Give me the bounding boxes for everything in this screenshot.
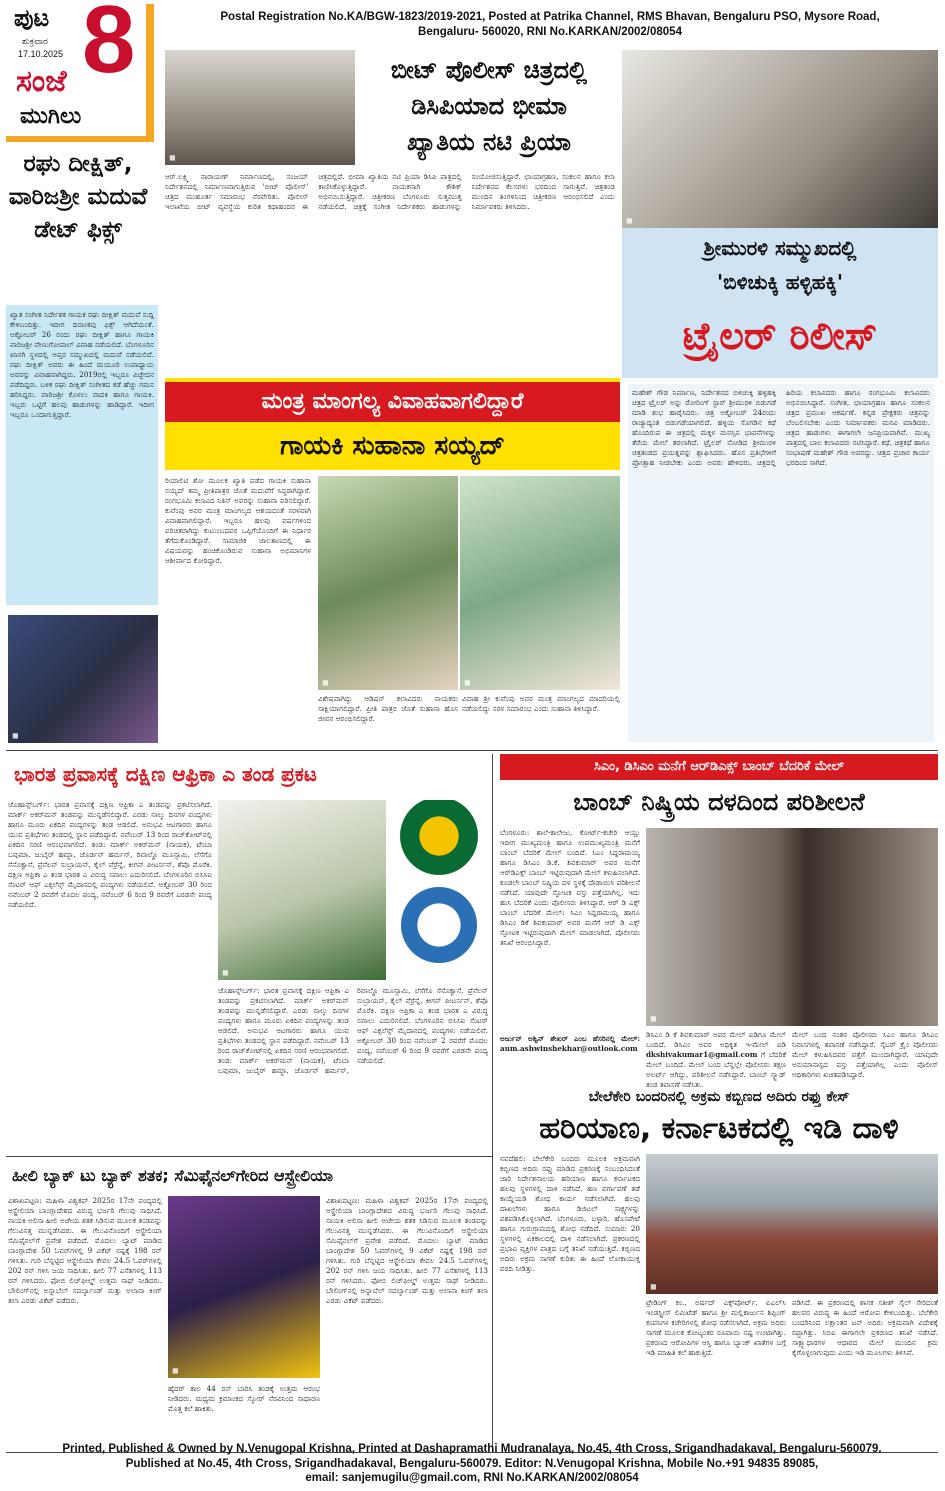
trailer-group-photo xyxy=(622,50,938,228)
issue-date: 17.10.2025 xyxy=(18,49,64,59)
healy-divider xyxy=(6,1156,492,1157)
iron-ore-port-photo xyxy=(646,1154,938,1294)
bomb-email-label: ಅರ್ಜುನ್ ಅಶ್ವಿನ್ ಶೇಖರ್ ಎಂಬ ಹೆಸರಿನಲ್ಲಿ ಮೇಲ್: xyxy=(500,1034,640,1043)
raghu-body: ಖ್ಯಾತ ಸಂಗೀತ ನಿರ್ದೇಶಕ ಗಾಯಕ ರಘು ದೀಕ್ಷಿತ್ ಮದುವೆ ಸುದ್ದಿ ಕೇಳಿಬಂದಿತ್ತು. ಇದೀಗ ದಿನಾಂಕವು ಫಿಕ್ಸ್ ಆಗಿದೆಯಂತೆ. ಅಕ್ಟೋಬರ್ 26 ರಂದು ರಘು ದೀಕ್ಷಿತ್ ಹಾಗೂ ಗಾಯಕಿ ವಾರಿಜಶ್ರೀ ವೇಣುಗೋಪಾಲ್ ವಿವಾಹ ನಡೆಯಲಿದೆ. ಬೆಂಗಳೂರಿನ ಖಾಸಗಿ ಸ್ಥಳದಲ್ಲಿ ಆಪ್ತರ ಸಮ್ಮುಖದಲ್ಲಿ ಮದುವೆ ನಡೆಯಲಿದೆ. ರಘು ದೀಕ್ಷಿತ್ ಅವರು ಈ ಹಿಂದೆ ಮಯೂರಿ ಉಪಾಧ್ಯಾಯ ಅವರನ್ನು ವಿವಾಹವಾಗಿದ್ದರು. 2019ರಲ್ಲಿ ಇಬ್ಬರೂ ವಿಚ್ಛೇದನ ಪಡೆದಿದ್ದರು. ಬಳಿಕ ರಘು ದೀಕ್ಷಿತ್ ಸಂಗೀತದ ಕಡೆ ಹೆಚ್ಚು ಗಮನ ಹರಿಸಿದ್ದರು. ವಾರಿಜಶ್ರೀ ಕೊಳಲು ವಾದಕಿ ಹಾಗೂ ಗಾಯಕಿ. ಇಬ್ಬರು ಒಟ್ಟಿಗೆ ಹಲವು ಹಾಡುಗಳನ್ನು ಹಾಡಿದ್ದಾರೆ. ಇದೀಗ ಇಬ್ಬರೂ ಒಂದಾಗುತ್ತಿದ್ದಾರೆ. xyxy=(10,310,154,419)
suhana-body: ರಿಯಾಲಿಟಿ ಶೋ ಮೂಲಕ ಖ್ಯಾತಿ ಪಡೆದ ಗಾಯಕಿ ಸುಹಾನಾ ಸಯ್ಯದ್ ತಮ್ಮ ಪ್ರೀತಿಪಾತ್ರರ ಜೊತೆ ಮದುವೆಗೆ ಸಿದ್ಧರಾಗಿದ್ದಾರೆ. ರಂಗಭೂಮಿ ಕಲಾವಿದ ನಿತಿನ್ ಅವರನ್ನು ಸುಹಾನಾ ವರಿಸಲಿದ್ದಾರೆ. ಕುವೆಂಪು ಅವರ ಮಂತ್ರ ಮಾಂಗಲ್ಯದ ಆಶಯದಂತೆ ಸರಳವಾಗಿ ವಿವಾಹವಾಗಲಿದ್ದಾರೆ. ಇಬ್ಬರೂ ಹಲವು ವರ್ಷಗಳಿಂದ ಪರಿಚಿತರಾಗಿದ್ದು ಕುಟುಂಬದವರ ಒಪ್ಪಿಗೆಯೊಂದಿಗೆ ಈ ನಿರ್ಧಾರ ತೆಗೆದುಕೊಂಡಿದ್ದಾರೆ. ಸಾಮಾಜಿಕ ಜಾಲತಾಣದಲ್ಲಿ ಈ ವಿಷಯವನ್ನು ಹಂಚಿಕೊಂಡಿರುವ ಸುಹಾನಾ ಅಭಿಮಾನಿಗಳ ಆಶೀರ್ವಾದ ಕೋರಿದ್ದಾರೆ. xyxy=(165,476,311,565)
bomb-body-right: ಮೇಲ್ ಬಂದ ನಂತರ ಪೊಲೀಸರು ಸಿಎಂ ಹಾಗೂ ಡಿಸಿಎಂ ನಿವಾಸಗಳಲ್ಲಿ ತಪಾಸಣೆ ನಡೆಸಿದ್ದಾರೆ. ಸೈಬರ್ ಕ್ರೈಂ ಪೊಲೀಸರು ಮೇಲ್ ಕಳುಹಿಸಿದವರ ಪತ್ತೆಗೆ ಮುಂದಾಗಿದ್ದಾರೆ. ಯಾವುದೇ ಅನುಮಾನಾಸ್ಪದ ವಸ್ತು ಪತ್ತೆಯಾಗಿಲ್ಲ ಎಂದು ಪೊಲೀಸ್ ಅಧಿಕಾರಿಗಳು ಖಚಿತಪಡಿಸಿದ್ದಾರೆ. xyxy=(792,1030,938,1079)
cricket-body-left: ಜೊಹಾನ್ಸ್‌ಬರ್ಗ್: ಭಾರತ ಪ್ರವಾಸಕ್ಕೆ ದಕ್ಷಿಣ ಆಫ್ರಿಕಾ ಎ ತಂಡವನ್ನು ಪ್ರಕಟಿಸಲಾಗಿದೆ. ಮಾರ್ಕ್ ಅಕರ್‌ಮನ್ ತಂಡವನ್ನು ಮುನ್ನಡೆಸಲಿದ್ದಾರೆ. ಎರಡು ನಾಲ್ಕು ದಿನಗಳ ಪಂದ್ಯಗಳು ಹಾಗೂ ಮೂರು ಏಕದಿನ ಪಂದ್ಯಗಳನ್ನು ತಂಡ ಆಡಲಿದೆ. ಅನುಭವಿ ಆಟಗಾರರು ಹಾಗೂ ಯುವ ಪ್ರತಿಭೆಗಳು ತಂಡದಲ್ಲಿ ಸ್ಥಾನ ಪಡೆದಿದ್ದಾರೆ. ನವೆಂಬರ್ 13 ರಿಂದ ರಾಜ್‌ಕೋಟ್‌ನಲ್ಲಿ ಏಕದಿನ ಸರಣಿ ಆರಂಭವಾಗಲಿದೆ. ತಂಡ: ಮಾರ್ಕ್ ಅಕರ್‌ಮನ್ (ನಾಯಕ), ಟೆಂಬಾ ಬವುಮಾ, ಜುಬೈರ್ ಹಮ್ಜಾ, ಜೊರ್ಡನ್ ಹರ್ಮನ್, ರಿವಾಲ್ಡೊ ಮೂನ್ಸಾಮಿ, ಲೆಸೆಗೊ ಸೆನೊಕ್ವಾನೆ, ಪ್ರೆನೆಲನ್ ಸುಬ್ರಾಯನ್, ಕೈಲ್ ವೆರ್ರೆನ್ನೆ, ಕೀಗನ್ ಪೀಟರ್ಸನ್, ಶೆಪೊ ಮೊರೆಕಿ. ದಕ್ಷಿಣ ಆಫ್ರಿಕಾ ಎ ತಂಡ ಭಾರತ ಎ ವಿರುದ್ಧ ಸವಾಲು ಎದುರಿಸಲಿದೆ. ಬೆಂಗಳೂರಿನ ಬಿಸಿಸಿಐ ಸೆಂಟರ್ ಆಫ್ ಎಕ್ಸಲೆನ್ಸ್ ಮೈದಾನದಲ್ಲಿ ಪಂದ್ಯಗಳು ನಡೆಯಲಿವೆ. ಅಕ್ಟೋಬರ್ 30 ರಿಂದ ನವೆಂಬರ್ 2 ರವರೆಗೆ ಮೊದಲ ಪಂದ್ಯ, ನವೆಂಬರ್ 6 ರಿಂದ 9 ರವರೆಗೆ ಎರಡನೇ ಪಂದ್ಯ ನಡೆಯಲಿದೆ. xyxy=(8,800,212,909)
suhana-caption-right: ವಿವಾಹ ಶ್ರೀ ಕುವೆಂಪು ಅವರ ಮಂತ್ರ ಮಾಂಗಲ್ಯದ ಮಾದರಿಯಲ್ಲಿ ನಡೆಯಲಿದ್ದು ಸರಳ ಸಮಾರಂಭ ಎಂದು ಸುಹಾನಾ ತಿಳಿಸಿದ್ದಾರೆ. xyxy=(462,694,620,713)
imprint-footer xyxy=(6,1442,938,1490)
bomb-dks-block xyxy=(646,1030,786,1089)
puta-label: ಪುಟ xyxy=(14,4,50,32)
raghu-headline: ರಘು ದೀಕ್ಷಿತ್, ವಾರಿಜಶ್ರೀ ಮದುವೆ ಡೇಟ್ ಫಿಕ್ಸ್ xyxy=(8,151,148,243)
beat-police-headline xyxy=(360,52,618,162)
cricket-headline: ಭಾರತ ಪ್ರವಾಸಕ್ಕೆ ದಕ್ಷಿಣ ಆಫ್ರಿಕಾ ಎ ತಂಡ ಪ್ರಕಟ xyxy=(14,762,317,786)
photo-icon: ◼ xyxy=(322,678,329,687)
beat-police-group-photo xyxy=(165,50,355,165)
trailer-body: ಮಹೇಶ್ ಗೌಡ ನಿರ್ಮಾಣ, ನಿರ್ದೇಶನದ ಬಿಳಿಚುಕ್ಕಿ ಹಳ್ಳಿಹಕ್ಕಿ ಚಿತ್ರದ ಟ್ರೈಲರ್ ಅನ್ನು ರೋರಿಂಗ್ ಸ್ಟಾರ್ ಶ್ರೀಮುರಳಿ ಬಿಡುಗಡೆ ಮಾಡಿ ಶುಭ ಹಾರೈಸಿದರು. ಚಿತ್ರ ಅಕ್ಟೋಬರ್ 24ರಂದು ರಾಜ್ಯಾದ್ಯಂತ ಬಿಡುಗಡೆಯಾಗಲಿದೆ. ಹಳ್ಳಿಯ ಸೊಗಡಿನ ಕಥೆ ಹೊಂದಿರುವ ಈ ಚಿತ್ರದಲ್ಲಿ ಮಕ್ಕಳ ಮನಸ್ಸಿನ ಭಾವನೆಗಳನ್ನು ತೆರೆಯ ಮೇಲೆ ತರಲಾಗಿದೆ. ಟ್ರೈಲರ್ ನೋಡಿದ ಶ್ರೀಮುರಳಿ ಚಿತ್ರತಂಡದ ಪ್ರಯತ್ನವನ್ನು ಶ್ಲಾಘಿಸಿದರು. ಹೊಸ ಪ್ರತಿಭೆಗಳಿಗೆ ಪ್ರೋತ್ಸಾಹ ನೀಡಬೇಕು ಎಂದು ಅವರು ಹೇಳಿದರು. ಚಿತ್ರದಲ್ಲಿ ಹಿರಿಯ ಕಲಾವಿದರು ಹಾಗೂ ರಂಗಭೂಮಿ ಕಲಾವಿದರು ಅಭಿನಯಿಸಿದ್ದಾರೆ. ಸಂಗೀತ, ಛಾಯಾಗ್ರಹಣ ಹಾಗೂ ಸಂಕಲನ ಚಿತ್ರದ ಪ್ರಮುಖ ಆಕರ್ಷಣೆ. ಕನ್ನಡ ಪ್ರೇಕ್ಷಕರು ಚಿತ್ರವನ್ನು ಬೆಂಬಲಿಸಬೇಕು ಎಂದು ನಿರ್ಮಾಪಕರು ಮನವಿ ಮಾಡಿದರು. ಚಿತ್ರದ ಹಾಡುಗಳು ಈಗಾಗಲೇ ಜನಪ್ರಿಯವಾಗಿವೆ. ಮುಖ್ಯ ಪಾತ್ರದಲ್ಲಿ ಬಾಲ ಕಲಾವಿದರು ನಟಿಸಿದ್ದಾರೆ. ಕಥೆ, ಚಿತ್ರಕಥೆ ಹಾಗೂ ಸಂಭಾಷಣೆ ಮಹೇಶ್ ಗೌಡ ಅವರದ್ದು. ಚಿತ್ರದ ಪ್ರಚಾರ ಕಾರ್ಯ ಭರದಿಂದ ಸಾಗಿದೆ. xyxy=(628,384,934,742)
trailer-subhead: ಶ್ರೀಮುರಳಿ ಸಮ್ಮುಖದಲ್ಲಿ xyxy=(703,236,857,260)
photo-icon: ◼ xyxy=(464,678,471,687)
page-number: 8 xyxy=(82,0,136,93)
suhana-headline-line-2: ಗಾಯಕಿ ಸುಹಾನಾ ಸಯ್ಯದ್ xyxy=(280,431,505,461)
mine-body-middle: ಟ್ರೇಡಿಂಗ್ ಕಂ., ಅರ್ಷದ್ ಎಕ್ಸ್‌ಪೋರ್ಟ್, ಐಎಲ್‌ಸಿ ಇಂಡಸ್ಟ್ರೀಸ್ ಲಿಮಿಟೆಡ್ ಹಾಗೂ ಶ್ರೀ ಮಲ್ಲಿಕಾರ್ಜುನ ಶಿಪ್ಪಿಂಗ್ ಕಂಪನಿಗಳ ಕಚೇರಿಗಳಲ್ಲಿ ಶೋಧ ನಡೆಸಲಾಗಿದೆ. ಅಕ್ರಮ ಅದಿರು ಸಾಗಣೆ ಮೂಲಕ ಕೋಟ್ಯಂತರ ರೂಪಾಯಿ ನಷ್ಟ ಉಂಟಾಗಿತ್ತು. ಪ್ರಕರಣದ ಆರೋಪಿಗಳ ಆಸ್ತಿ ಹಾಗೂ ಬ್ಯಾಂಕ್ ಖಾತೆಗಳ ಬಗ್ಗೆ ಇಡಿ ಮಾಹಿತಿ ಕಲೆ ಹಾಕುತ್ತಿದೆ. xyxy=(646,1298,786,1357)
suhana-headline-banner xyxy=(165,378,620,470)
photo-icon: ◼ xyxy=(650,1014,657,1023)
healy-caption: ಹೈದರ್ ಕಾಲ 44 ರನ್ ಬಾರಿಸಿ ತಂಡಕ್ಕೆ ಉತ್ತಮ ಆರಂಭ ನೀಡಿದರು. ಮಧ್ಯಮ ಕ್ರಮಾಂಕದ ಸ್ಕೋರ್ ನೆರವಿನಿಂದ ಸಾಧಾರಣ ಮೊತ್ತ ಕಲೆ ಹಾಕಿತು. xyxy=(168,1384,320,1413)
photo-icon: ◼ xyxy=(172,1366,179,1375)
bcci-emblem xyxy=(396,882,482,968)
raghu-photo xyxy=(8,615,158,743)
section-divider xyxy=(6,750,938,751)
beat-police-headline-line-2: ಡಿಸಿಪಿಯಾದ ಭೀಮಾ xyxy=(411,92,567,120)
healy-headline: ಹೀಲಿ ಬ್ಯಾಕ್ ಟು ಬ್ಯಾಕ್ ಶತಕ; ಸೆಮಿಫೈನಲ್‌ಗೇರಿದ ಆಸ್ಟ್ರೇಲಿಯಾ xyxy=(12,1166,333,1185)
bavuma-photo xyxy=(218,800,386,980)
bomb-kicker: ಸಿಎಂ, ಡಿಸಿಎಂ ಮನೆಗೆ ಆರ್‌ಡಿಎಕ್ಸ್ ಬಾಂಬ್ ಬೆದರಿಕೆ ಮೇಲ್ xyxy=(500,754,938,780)
healy-body-right: ವಿಶಾಖಪಟ್ಟಣ: ಮಹಿಳಾ ವಿಶ್ವಕಪ್ 2025ರ 17ನೇ ಪಂದ್ಯದಲ್ಲಿ ಆಸ್ಟ್ರೇಲಿಯಾ ಬಾಂಗ್ಲಾದೇಶದ ವಿರುದ್ಧ ಭರ್ಜರಿ ಗೆಲುವು ಸಾಧಿಸಿದೆ. ನಾಯಕಿ ಅಲಿಸಾ ಹೀಲಿ ಅಜೇಯ ಶತಕ ಸಿಡಿಸುವ ಮೂಲಕ ತಂಡವನ್ನು ಗೆಲುವಿನತ್ತ ಮುನ್ನಡೆಸಿದರು. ಈ ಗೆಲುವಿನೊಂದಿಗೆ ಆಸ್ಟ್ರೇಲಿಯಾ ಸೆಮಿಫೈನಲ್‌ಗೆ ಪ್ರವೇಶ ಪಡೆದಿದೆ. ಮೊದಲು ಬ್ಯಾಟ್ ಮಾಡಿದ ಬಾಂಗ್ಲಾದೇಶ 50 ಓವರ್‌ಗಳಲ್ಲಿ 9 ವಿಕೆಟ್ ನಷ್ಟಕ್ಕೆ 198 ರನ್ ಗಳಿಸಿತು. ಗುರಿ ಬೆನ್ನಟ್ಟಿದ ಆಸ್ಟ್ರೇಲಿಯಾ ಕೇವಲ 24.5 ಓವರ್‌ಗಳಲ್ಲಿ 202 ರನ್ ಗಳಿಸಿ ಜಯ ಸಾಧಿಸಿತು. ಹೀಲಿ 77 ಎಸೆತಗಳಲ್ಲಿ 113 ರನ್ ಗಳಿಸಿದರು. ಫೋಬಿ ಲಿಚ್‌ಫೀಲ್ಡ್ ಉತ್ತಮ ಸಾಥ್ ನೀಡಿದರು. ಬೌಲಿಂಗ್‌ನಲ್ಲಿ ಅನ್ನಾಬೆಲ್ ಸದರ್ಲ್ಯಾಂಡ್ ಮತ್ತು ಅಲಾನಾ ಕಿಂಗ್ ತಲಾ ಎರಡು ವಿಕೆಟ್ ಪಡೆದರು. xyxy=(326,1196,488,1305)
postal-registration xyxy=(165,10,935,44)
trailer-title: 'ಬಿಳಿಚುಕ್ಕಿ ಹಳ್ಳಿಹಕ್ಕಿ' xyxy=(717,270,843,294)
bomb-dks-email: dkshivakumar1@gmail.com xyxy=(646,1050,758,1059)
suhana-headline-line-1: ಮಂತ್ರ ಮಾಂಗಲ್ಯ ವಿವಾಹವಾಗಲಿದ್ದಾರೆ xyxy=(165,382,620,422)
photo-icon: ◼ xyxy=(650,1282,657,1291)
photo-icon: ◼ xyxy=(169,153,176,162)
suhana-portrait-photo xyxy=(460,476,620,690)
healy-photo xyxy=(168,1196,320,1378)
photo-icon: ◼ xyxy=(12,731,19,740)
mine-kicker: ಬೇಲೆಕೇರಿ ಬಂದರಿನಲ್ಲಿ ಅಕ್ರಮ ಕಬ್ಬಿಣದ ಅದಿರು ರಫ್ತು ಕೇಸ್ xyxy=(588,1089,850,1105)
trailer-banner: ಟ್ರೈಲರ್ ರಿಲೀಸ್ xyxy=(682,314,878,358)
sa-emblem xyxy=(392,800,486,880)
suhana-couple-photo xyxy=(318,476,458,690)
mine-headline: ಹರಿಯಾಣ, ಕರ್ನಾಟಕದಲ್ಲಿ ಇಡಿ ದಾಳಿ xyxy=(539,1111,899,1146)
bomb-dks-text-2: ಗೆ ಬೆದರಿಕೆ ಮೇಲ್ ಬಂದಿದೆ. ಮೇಲ್ ಬಂದ ಬೆನ್ನಲ್ಲೇ ಪೊಲೀಸರು ತಕ್ಷಣ ಅಲರ್ಟ್ ಆಗಿದ್ದು, ಪರಿಶೀಲನೆ ನಡೆಸಿದ್ದಾರೆ. ಬಾಂಬ್ ಸ್ಕ್ವಾಡ್ ತಂಡ ತಪಾಸಣೆ ನಡೆಸಿತು. xyxy=(646,1050,786,1089)
suhana-caption-left: ವಿಶೇಷವಾಗಿದ್ದು ಆಡಿಷನ್ ಕಲಾವಿದರು ನಾಯಕರು ಸಾಕ್ಷಿಯಾಗಲಿದ್ದಾರೆ. ಪ್ರೀತಿ ಪಾತ್ರರ ಜೊತೆ ಸುಹಾನಾ ಹೊಸ ಜೀವನ ಆರಂಭಿಸಲಿದ್ದಾರೆ. xyxy=(318,694,458,723)
lower-vertical-divider xyxy=(492,754,493,1448)
registration-line-2: Bengaluru- 560020, RNI No.KARKAN/2002/08054 xyxy=(418,26,682,38)
beat-police-headline-line-3: ಖ್ಯಾತಿಯ ನಟಿ ಪ್ರಿಯಾ xyxy=(406,128,572,156)
weekday: ಶುಕ್ರವಾರ xyxy=(22,37,48,47)
mine-body-right: ಪಡಿಸಿದೆ. ಈ ಪ್ರಕರಣದಲ್ಲಿ ಶಾಸಕ ಸತೀಶ್ ಸೈಲ್ ಸೇರಿದಂತೆ ಹಲವರ ವಿರುದ್ಧ ಈ ಹಿಂದೆ ಆರೋಪ ಕೇಳಿಬಂದಿತ್ತು. ಬೆಲೆಕೇರಿ ಬಂದರಿನಿಂದ ಲಕ್ಷಾಂತರ ಟನ್ ಅದಿರು ಅಕ್ರಮವಾಗಿ ವಿದೇಶಕ್ಕೆ ರಫ್ತಾಗಿತ್ತು. ಸಿಬಿಐ ಈಗಾಗಲೇ ಪ್ರಕರಣದ ತನಿಖೆ ನಡೆಸಿದೆ. ಸಾಕ್ಷ್ಯಾಧಾರಗಳ ಆಧಾರದ ಮೇಲೆ ಮುಂದಿನ ಕ್ರಮ ಕೈಗೊಳ್ಳಲಾಗುವುದು ಎಂದು ಇಡಿ ಮೂಲಗಳು ತಿಳಿಸಿವೆ. xyxy=(792,1298,938,1357)
paper-name-mugilu: ಮುಗಿಲು xyxy=(20,104,82,129)
cricket-body-right: ಜೊಹಾನ್ಸ್‌ಬರ್ಗ್: ಭಾರತ ಪ್ರವಾಸಕ್ಕೆ ದಕ್ಷಿಣ ಆಫ್ರಿಕಾ ಎ ತಂಡವನ್ನು ಪ್ರಕಟಿಸಲಾಗಿದೆ. ಮಾರ್ಕ್ ಅಕರ್‌ಮನ್ ತಂಡವನ್ನು ಮುನ್ನಡೆಸಲಿದ್ದಾರೆ. ಎರಡು ನಾಲ್ಕು ದಿನಗಳ ಪಂದ್ಯಗಳು ಹಾಗೂ ಮೂರು ಏಕದಿನ ಪಂದ್ಯಗಳನ್ನು ತಂಡ ಆಡಲಿದೆ. ಅನುಭವಿ ಆಟಗಾರರು ಹಾಗೂ ಯುವ ಪ್ರತಿಭೆಗಳು ತಂಡದಲ್ಲಿ ಸ್ಥಾನ ಪಡೆದಿದ್ದಾರೆ. ನವೆಂಬರ್ 13 ರಿಂದ ರಾಜ್‌ಕೋಟ್‌ನಲ್ಲಿ ಏಕದಿನ ಸರಣಿ ಆರಂಭವಾಗಲಿದೆ. ತಂಡ: ಮಾರ್ಕ್ ಅಕರ್‌ಮನ್ (ನಾಯಕ), ಟೆಂಬಾ ಬವುಮಾ, ಜುಬೈರ್ ಹಮ್ಜಾ, ಜೊರ್ಡನ್ ಹರ್ಮನ್, ರಿವಾಲ್ಡೊ ಮೂನ್ಸಾಮಿ, ಲೆಸೆಗೊ ಸೆನೊಕ್ವಾನೆ, ಪ್ರೆನೆಲನ್ ಸುಬ್ರಾಯನ್, ಕೈಲ್ ವೆರ್ರೆನ್ನೆ, ಕೀಗನ್ ಪೀಟರ್ಸನ್, ಶೆಪೊ ಮೊರೆಕಿ. ದಕ್ಷಿಣ ಆಫ್ರಿಕಾ ಎ ತಂಡ ಭಾರತ ಎ ವಿರುದ್ಧ ಸವಾಲು ಎದುರಿಸಲಿದೆ. ಬೆಂಗಳೂರಿನ ಬಿಸಿಸಿಐ ಸೆಂಟರ್ ಆಫ್ ಎಕ್ಸಲೆನ್ಸ್ ಮೈದಾನದಲ್ಲಿ ಪಂದ್ಯಗಳು ನಡೆಯಲಿವೆ. ಅಕ್ಟೋಬರ್ 30 ರಿಂದ ನವೆಂಬರ್ 2 ರವರೆಗೆ ಮೊದಲ ಪಂದ್ಯ, ನವೆಂಬರ್ 6 ರಿಂದ 9 ರವರೆಗೆ ಎರಡನೇ ಪಂದ್ಯ ನಡೆಯಲಿದೆ. xyxy=(218,986,488,1075)
beat-police-headline-line-1: ಬೀಟ್ ಪೊಲೀಸ್ ಚಿತ್ರದಲ್ಲಿ xyxy=(390,56,588,84)
bomb-headline: ಬಾಂಬ್ ನಿಷ್ಕ್ರಿಯ ದಳದಿಂದ ಪರಿಶೀಲನೆ xyxy=(573,788,865,816)
photo-icon: ◼ xyxy=(626,216,633,225)
registration-line-1: Postal Registration No.KA/BGW-1823/2019-2021, Posted at Patrika Channel, RMS Bhavan, Bengaluru PSO, Mysore Road, xyxy=(220,11,880,23)
bomb-dks-text: ಡಿಸಿಎಂ ಡಿ ಕೆ ಶಿವಕುಮಾರ್ ಅವರ ಮೇಲ್ ಐಡಿಗೂ ಮೇಲ್ ಬಂದಿದೆ. ಡಿಸಿಎಂ ಅವರ ಅಧಿಕೃತ ಇ-ಮೇಲ್ ಐಡಿ xyxy=(646,1030,786,1049)
trailer-title-box xyxy=(622,228,938,378)
paper-name-sanje: ಸಂಜೆ xyxy=(16,64,67,99)
cm-dcm-photo xyxy=(646,828,938,1026)
bomb-body: ಬೆಂಗಳೂರು: ಶಾಲೆ-ಕಾಲೇಜು, ಕೋರ್ಟ್-ಕಚೇರಿ ಆಯ್ತು ಇದೀಗ ಮುಖ್ಯಮಂತ್ರಿ ಹಾಗೂ ಉಪಮುಖ್ಯಮಂತ್ರಿ ಮನೆಗೆ ಬಾಂಬ್ ಬೆದರಿಕೆ ಮೇಲ್ ಬಂದಿದೆ. ಸಿಎಂ ಸಿದ್ದರಾಮಯ್ಯ ಹಾಗೂ ಡಿಸಿಎಂ ಡಿ.ಕೆ. ಶಿವಕುಮಾರ್ ಅವರ ಮನೆಗೆ ಆರ್‌ಡಿಎಕ್ಸ್ ಬಾಂಬ್ ಇಟ್ಟಿರುವುದಾಗಿ ಮೇಲ್ ಕಳುಹಿಸಲಾಗಿದೆ. ಕೂಡಲೇ ಬಾಂಬ್ ನಿಷ್ಕ್ರಿಯ ದಳ ಸ್ಥಳಕ್ಕೆ ದೌಡಾಯಿಸಿ ಪರಿಶೀಲನೆ ನಡೆಸಿದೆ. ಯಾವುದೇ ಸ್ಫೋಟಕ ವಸ್ತು ಪತ್ತೆಯಾಗಿಲ್ಲ. ಇದು ಹುಸಿ ಬೆದರಿಕೆ ಎಂದು ಪೊಲೀಸರು ತಿಳಿಸಿದ್ದಾರೆ. ಆರ್ ಡಿ ಎಕ್ಸ್ ಬಾಂಬ್ ಬೆದರಿಕೆ ಮೇಲ್: ಸಿಎಂ ಸಿದ್ದರಾಮಯ್ಯ ಹಾಗೂ ಡಿಸಿಎಂ ಡಿಕೆ ಶಿವಕುಮಾರ್ ಅವರ ಮನೆಗೆ ಆರ್ ಡಿ ಎಕ್ಸ್ ಸ್ಫೋಟಕ ಇಟ್ಟಿರುವುದಾಗಿ ಮೇಲ್ ಮಾಡಲಾಗಿದೆ. ಪೊಲೀಸರು ತನಿಖೆ ಆರಂಭಿಸಿದ್ದಾರೆ. xyxy=(500,828,640,947)
bomb-email-id: aum.ashwinshekhar@outlook.com xyxy=(500,1044,638,1053)
masthead-logo xyxy=(6,0,156,142)
masthead-bottom-bar xyxy=(6,136,154,142)
beat-police-body: ಆರ್.ಲಕ್ಷ್ಮಿ ನಾರಾಯಣ್ ನಿರ್ಮಾಣದಲ್ಲಿ, ಸಂಜಯ್ ನಿರ್ದೇಶನದಲ್ಲಿ ನಿರ್ಮಾಣವಾಗುತ್ತಿರುವ 'ಬೀಟ್ ಪೊಲೀಸ್' ಚಿತ್ರದ ಮುಹೂರ್ತ ಸಮಾರಂಭ ನೆರವೇರಿತು. ಪೊಲೀಸ್ ಇಲಾಖೆಯ ಬೀಟ್ ವ್ಯವಸ್ಥೆಯ ಕುರಿತ ಕಥಾಹಂದರ ಈ ಚಿತ್ರದಲ್ಲಿದೆ. ಭೀಮಾ ಖ್ಯಾತಿಯ ನಟಿ ಪ್ರಿಯಾ ಡಿಸಿಪಿ ಪಾತ್ರದಲ್ಲಿ ಕಾಣಿಸಿಕೊಳ್ಳುತ್ತಿದ್ದಾರೆ. ನಾಯಕನಾಗಿ ಕೌಶಿಕ್ ಅಭಿನಯಿಸುತ್ತಿದ್ದಾರೆ. ಚಿತ್ರೀಕರಣ ಬೆಂಗಳೂರು ಸುತ್ತಮುತ್ತ ನಡೆಯಲಿದೆ. ಚಿತ್ರಕ್ಕೆ ಸಂಗೀತ ನಿರ್ದೇಶಕರು ಹಾಡುಗಳನ್ನು ಸಂಯೋಜಿಸುತ್ತಿದ್ದಾರೆ. ಛಾಯಾಗ್ರಹಣ, ಸಂಕಲನ ಹಾಗೂ ಕಲಾ ನಿರ್ದೇಶನದ ಕೆಲಸಗಳು ಭರದಿಂದ ಸಾಗುತ್ತಿವೆ. ಚಿತ್ರತಂಡ ಮುಂದಿನ ತಿಂಗಳಿನಿಂದ ಚಿತ್ರೀಕರಣ ಆರಂಭಿಸಲಿದೆ ಎಂದು ನಿರ್ಮಾಪಕರು ತಿಳಿಸಿದರು. xyxy=(165,172,615,211)
footer-line-1: Printed, Published & Owned by N.Venugopal Krishna, Printed at Dashapramathi Mudranalaya, No.45, 4th Cross, Srigandhadakaval, Bengaluru-560079. xyxy=(62,1443,882,1455)
healy-body-left: ವಿಶಾಖಪಟ್ಟಣ: ಮಹಿಳಾ ವಿಶ್ವಕಪ್ 2025ರ 17ನೇ ಪಂದ್ಯದಲ್ಲಿ ಆಸ್ಟ್ರೇಲಿಯಾ ಬಾಂಗ್ಲಾದೇಶದ ವಿರುದ್ಧ ಭರ್ಜರಿ ಗೆಲುವು ಸಾಧಿಸಿದೆ. ನಾಯಕಿ ಅಲಿಸಾ ಹೀಲಿ ಅಜೇಯ ಶತಕ ಸಿಡಿಸುವ ಮೂಲಕ ತಂಡವನ್ನು ಗೆಲುವಿನತ್ತ ಮುನ್ನಡೆಸಿದರು. ಈ ಗೆಲುವಿನೊಂದಿಗೆ ಆಸ್ಟ್ರೇಲಿಯಾ ಸೆಮಿಫೈನಲ್‌ಗೆ ಪ್ರವೇಶ ಪಡೆದಿದೆ. ಮೊದಲು ಬ್ಯಾಟ್ ಮಾಡಿದ ಬಾಂಗ್ಲಾದೇಶ 50 ಓವರ್‌ಗಳಲ್ಲಿ 9 ವಿಕೆಟ್ ನಷ್ಟಕ್ಕೆ 198 ರನ್ ಗಳಿಸಿತು. ಗುರಿ ಬೆನ್ನಟ್ಟಿದ ಆಸ್ಟ್ರೇಲಿಯಾ ಕೇವಲ 24.5 ಓವರ್‌ಗಳಲ್ಲಿ 202 ರನ್ ಗಳಿಸಿ ಜಯ ಸಾಧಿಸಿತು. ಹೀಲಿ 77 ಎಸೆತಗಳಲ್ಲಿ 113 ರನ್ ಗಳಿಸಿದರು. ಫೋಬಿ ಲಿಚ್‌ಫೀಲ್ಡ್ ಉತ್ತಮ ಸಾಥ್ ನೀಡಿದರು. ಬೌಲಿಂಗ್‌ನಲ್ಲಿ ಅನ್ನಾಬೆಲ್ ಸದರ್ಲ್ಯಾಂಡ್ ಮತ್ತು ಅಲಾನಾ ಕಿಂಗ್ ತಲಾ ಎರಡು ವಿಕೆಟ್ ಪಡೆದರು. xyxy=(8,1196,162,1305)
photo-icon: ◼ xyxy=(222,968,229,977)
masthead-accent-bar xyxy=(146,4,154,142)
footer-line-2: Published at No.45, 4th Cross, Srigandhadakaval, Bengaluru-560079. Editor: N.Venugopal Krishna, Mobile No.+91 94835 89085, xyxy=(125,1457,819,1470)
bomb-email-block xyxy=(500,1034,640,1084)
mine-body: ನವದೆಹಲಿ: ಬೇಲೆಕೇರಿ ಬಂದರು ಮೂಲಕ ಅಕ್ರಮವಾಗಿ ಕಬ್ಬಿಣದ ಅದಿರು ರಫ್ತು ಮಾಡಿದ ಪ್ರಕರಣಕ್ಕೆ ಸಂಬಂಧಿಸಿದಂತೆ ಜಾರಿ ನಿರ್ದೇಶನಾಲಯ ಹರಿಯಾಣ ಹಾಗೂ ಕರ್ನಾಟಕದ ಹಲವು ಸ್ಥಳಗಳಲ್ಲಿ ದಾಳಿ ನಡೆಸಿದೆ. ಹಣ ವರ್ಗಾವಣೆ ತಡೆ ಕಾಯ್ದೆಯಡಿ ಶೋಧ ಕಾರ್ಯ ನಡೆಸಲಾಗಿದೆ. ಹಲವು ದಾಖಲೆಗಳು ಹಾಗೂ ಡಿಜಿಟಲ್ ಸಾಕ್ಷ್ಯಗಳನ್ನು ವಶಪಡಿಸಿಕೊಳ್ಳಲಾಗಿದೆ. ಬೆಂಗಳೂರು, ಬಳ್ಳಾರಿ, ಹೊಸಪೇಟೆ ಹಾಗೂ ಗುರುಗ್ರಾಮದಲ್ಲಿ ಶೋಧ ನಡೆದಿದೆ. ಸುಮಾರು 20 ಸ್ಥಳಗಳಲ್ಲಿ ಏಕಕಾಲದಲ್ಲಿ ದಾಳಿ ನಡೆಸಲಾಗಿದೆ. ಪ್ರಕರಣದಲ್ಲಿ ಪ್ರಭಾವಿ ವ್ಯಕ್ತಿಗಳ ಪಾತ್ರದ ಬಗ್ಗೆ ತನಿಖೆ ನಡೆಯುತ್ತಿದೆ. ಕಬ್ಬಿಣದ ಅದಿರು ಅಕ್ರಮ ಸಾಗಣೆ ಕುರಿತು ಈ ಹಿಂದೆ ಲೋಕಾಯುಕ್ತ ವರದಿ ನೀಡಿತ್ತು. xyxy=(500,1154,640,1273)
footer-line-3: email: sanjemugilu@gmail.com, RNI No.KARKAN/2002/08054 xyxy=(305,1472,639,1484)
